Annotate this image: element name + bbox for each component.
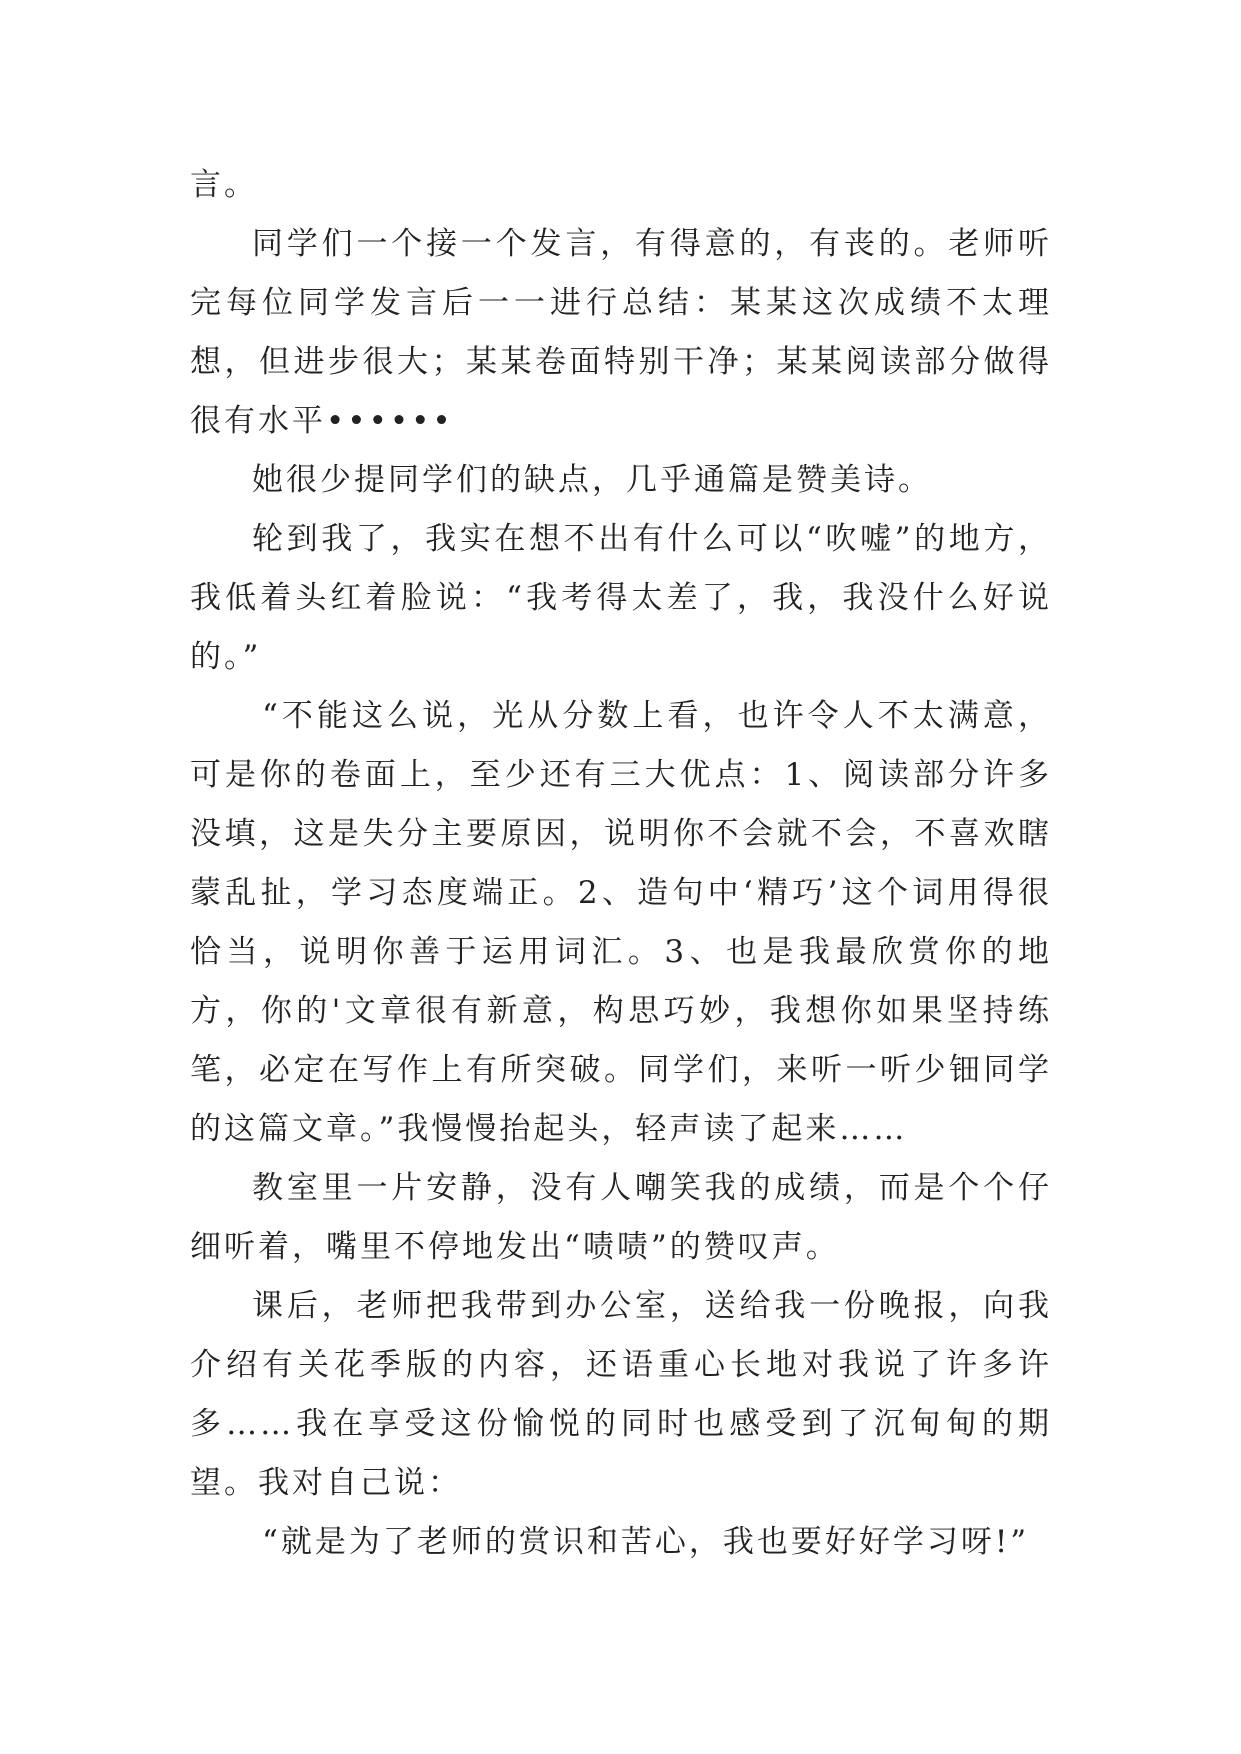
paragraph-after-class: 课后，老师把我带到办公室，送给我一份晚报，向我介绍有关花季版的内容，还语重心长地对我说了许多许多……我在享受这份愉悦的同时也感受到了沉甸甸的期望。我对自己说： xyxy=(190,1288,1052,1501)
paragraph-classmates-speak: 同学们一个接一个发言，有得意的，有丧的。老师听完每位同学发言后一一进行总结：某某这次成绩不太理想，但进步很大；某某卷面特别干净；某某阅读部分做得很有水平•••••• xyxy=(190,226,1052,439)
paragraph-praise: 她很少提同学们的缺点，几乎通篇是赞美诗。 xyxy=(252,462,932,498)
paragraph-continuation: 言。 xyxy=(190,167,258,203)
paragraph-teacher-reply: “不能这么说，光从分数上看，也许令人不太满意，可是你的卷面上，至少还有三大优点：1、阅读部分许多没填，这是失分主要原因，说明你不会就不会，不喜欢瞎蒙乱扯，学习态度端正。2、造句中‘精巧’这个词用得很恰当，说明你善于运用词汇。3、也是我最欣赏你的地方，你的'文章很有新意，构思巧妙，我想你如果坚持练笔，必定在写作上有所突破。同学们，来听一听少钿同学的这篇文章。”我慢慢抬起头，轻声读了起来…… xyxy=(190,698,1052,1147)
paragraph-my-turn: 轮到我了，我实在想不出有什么可以“吹嘘”的地方，我低着头红着脸说：“我考得太差了，我，我没什么好说的。” xyxy=(190,521,1052,675)
paragraph-resolution: “就是为了老师的赏识和苦心，我也要好好学习呀!” xyxy=(262,1524,1030,1560)
paragraph-classroom-quiet: 教室里一片安静，没有人嘲笑我的成绩，而是个个仔细听着，嘴里不停地发出“啧啧”的赞叹声。 xyxy=(190,1170,1052,1265)
essay-text xyxy=(190,156,1052,1572)
